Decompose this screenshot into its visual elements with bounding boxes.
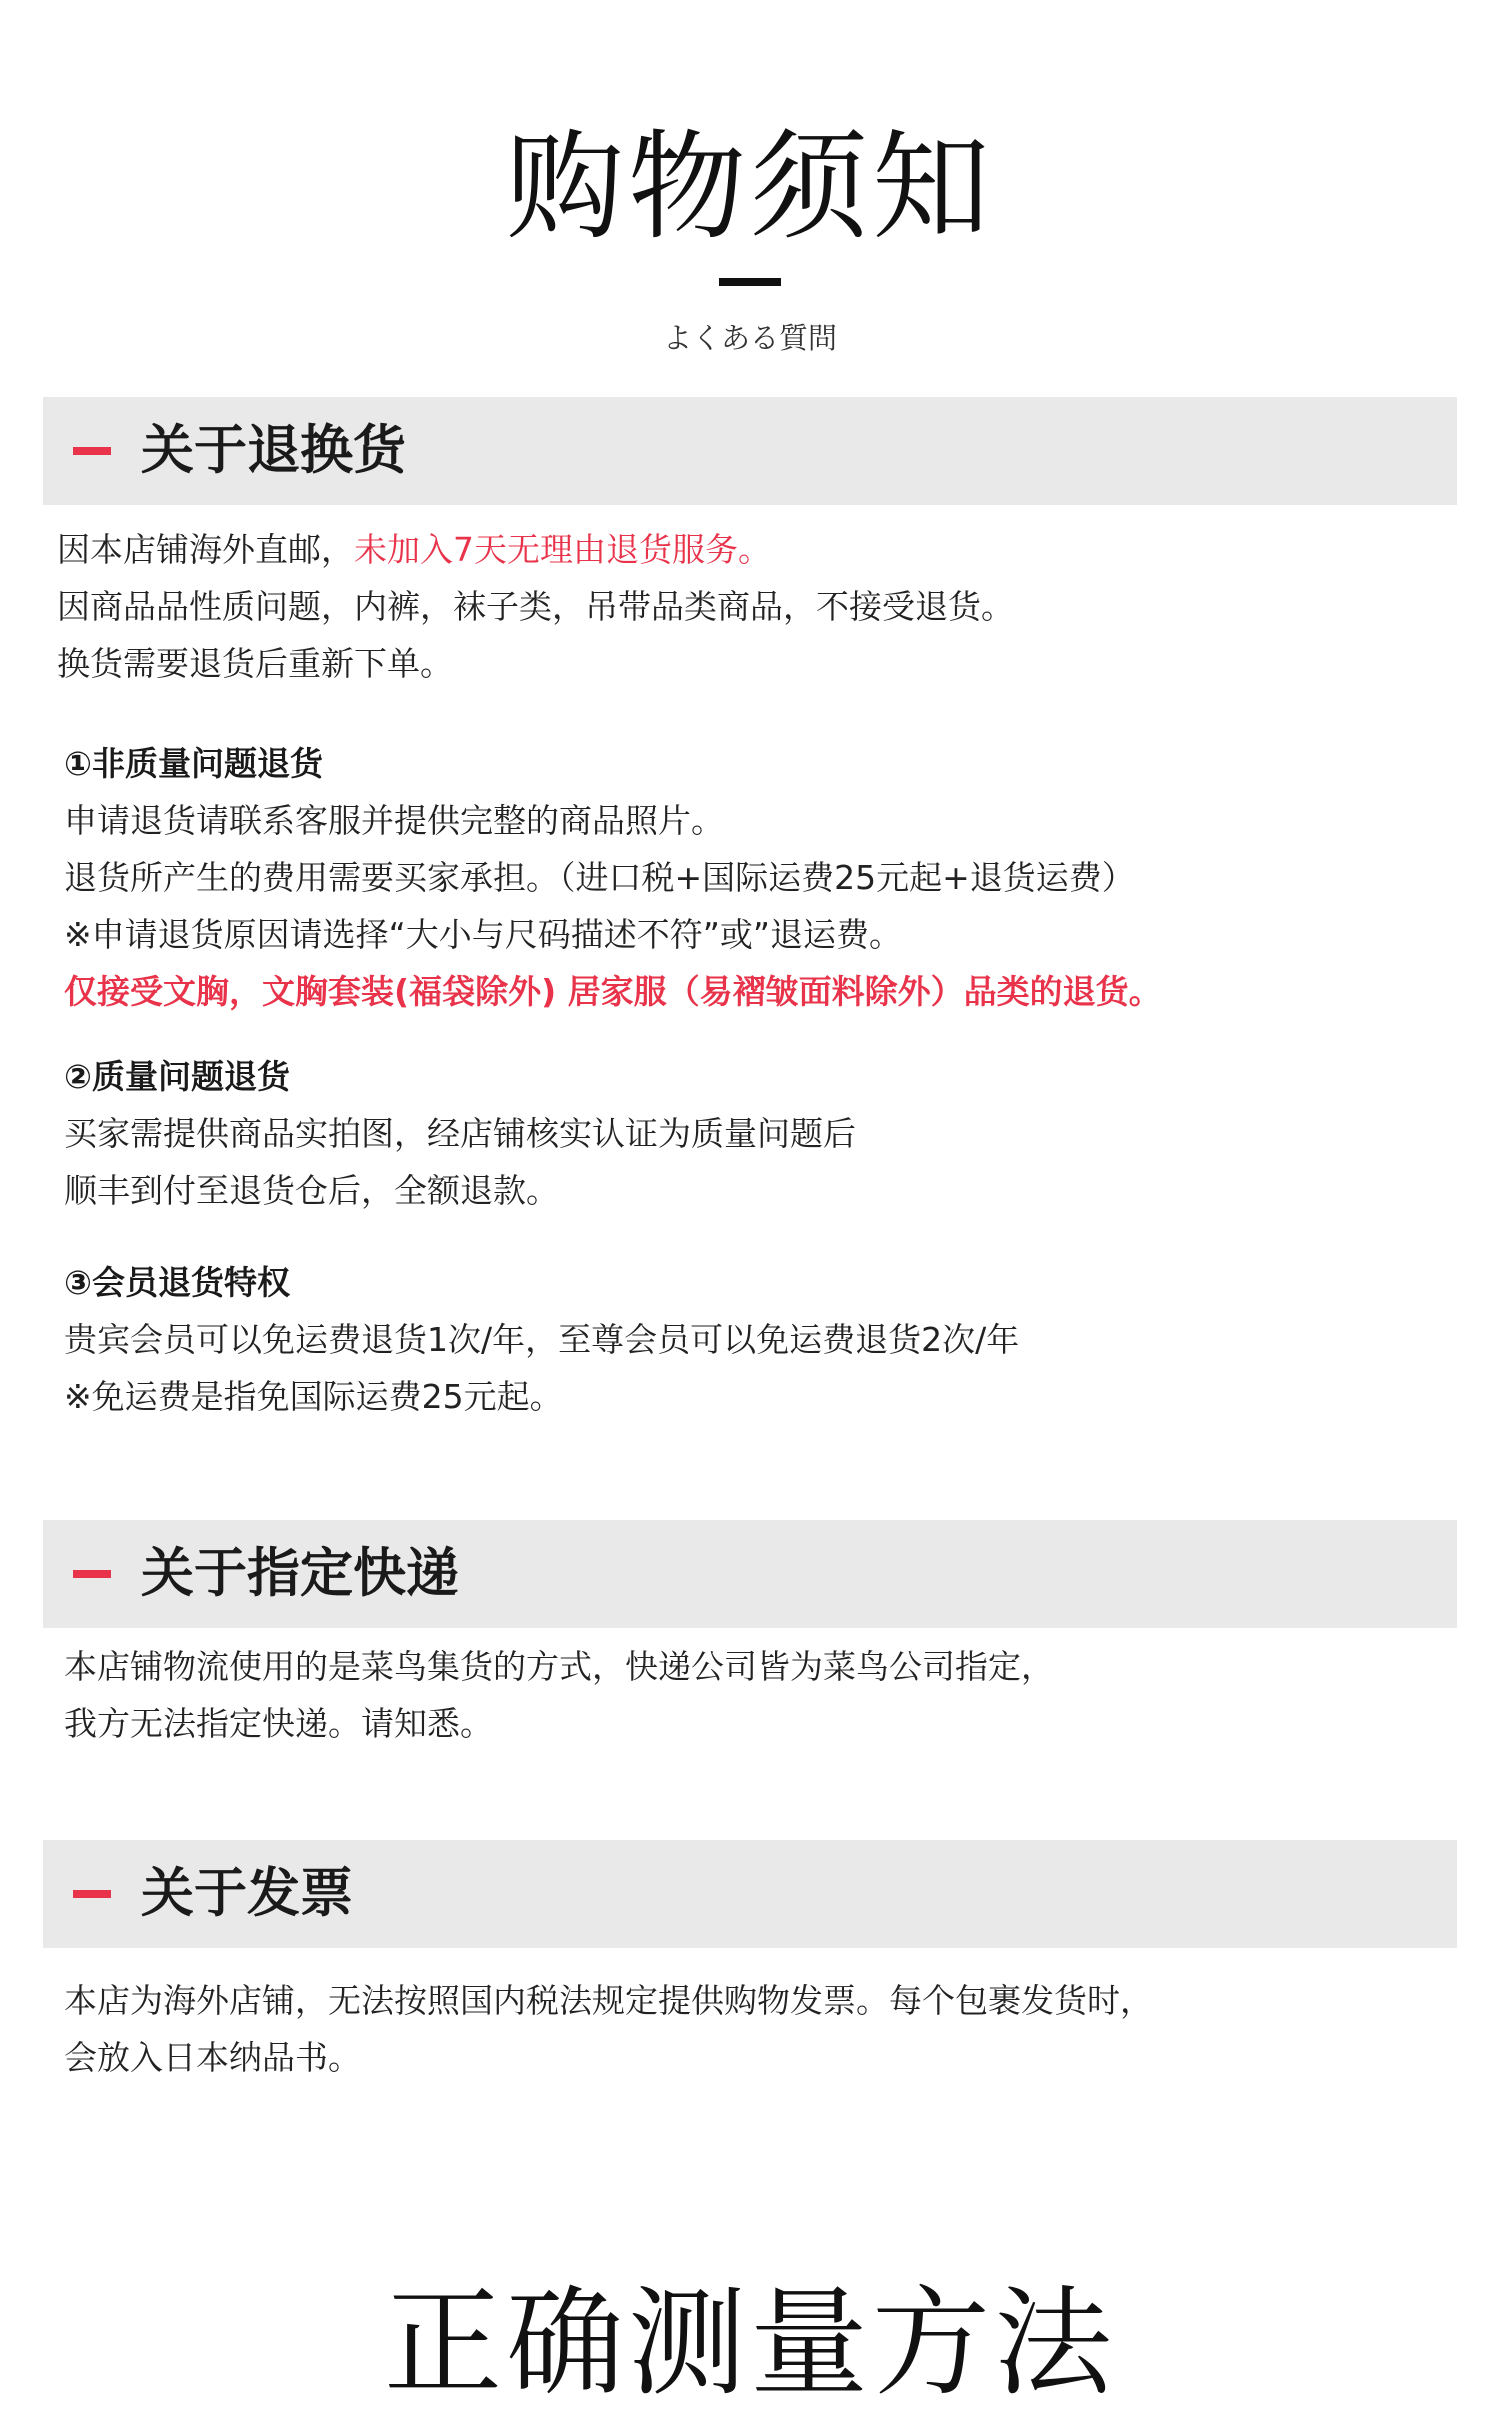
non-quality-return-line-1: 申请退货请联系客服并提供完整的商品照片。: [64, 801, 724, 840]
member-return-block: [64, 1254, 1464, 1425]
non-quality-return-notice: 仅接受文胸，文胸套装(福袋除外) 居家服（易褶皱面料除外）品类的退货。: [64, 972, 1162, 1011]
courier-line-2: 我方无法指定快递。请知悉。: [64, 1704, 493, 1743]
section-title-courier: 关于指定快递: [141, 1543, 459, 1604]
invoice-text: [64, 1972, 1464, 2086]
non-quality-return-heading: ①非质量问题退货: [64, 744, 323, 783]
member-return-line-2: ※免运费是指免国际运费25元起。: [64, 1377, 563, 1416]
non-quality-return-block: [64, 735, 1464, 1020]
page-subtitle: よくある質問: [662, 321, 837, 355]
intro-line-1-highlight: 未加入7天无理由退货服务。: [354, 530, 771, 569]
page-title: 购物须知: [505, 118, 994, 256]
quality-return-block: [64, 1048, 1464, 1219]
next-section-title: 正确测量方法: [383, 2274, 1116, 2412]
intro-line-1: [57, 521, 1457, 578]
title-divider: [719, 278, 781, 286]
intro-line-3: 换货需要退货后重新下单。: [57, 644, 453, 683]
invoice-line-1: 本店为海外店铺，无法按照国内税法规定提供购物发票。每个包裹发货时，: [64, 1981, 1153, 2020]
courier-line-1: 本店铺物流使用的是菜鸟集货的方式，快递公司皆为菜鸟公司指定，: [64, 1647, 1054, 1686]
section-title-returns: 关于退换货: [141, 420, 406, 481]
section-header-invoice: [43, 1840, 1457, 1948]
red-dash-icon: [73, 447, 111, 455]
non-quality-return-line-2: 退货所产生的费用需要买家承担。（进口税+国际运费25元起+退货运费）: [64, 858, 1135, 897]
quality-return-line-2: 顺丰到付至退货仓后，全额退款。: [64, 1171, 559, 1210]
red-dash-icon: [73, 1890, 111, 1898]
section-title-invoice: 关于发票: [141, 1863, 353, 1924]
member-return-line-1: 贵宾会员可以免运费退货1次/年，至尊会员可以免运费退货2次/年: [64, 1320, 1020, 1359]
courier-text: [64, 1638, 1464, 1752]
quality-return-line-1: 买家需提供商品实拍图，经店铺核实认证为质量问题后: [64, 1114, 856, 1153]
non-quality-return-line-3: ※申请退货原因请选择“大小与尺码描述不符”或”退运费。: [64, 915, 902, 954]
section-header-returns: [43, 397, 1457, 505]
intro-line-2: 因商品品性质问题，内裤，袜子类，吊带品类商品，不接受退货。: [57, 587, 1014, 626]
returns-intro: [57, 521, 1457, 692]
intro-line-1-text: 因本店铺海外直邮，: [57, 530, 354, 569]
section-header-courier: [43, 1520, 1457, 1628]
invoice-line-2: 会放入日本纳品书。: [64, 2038, 361, 2077]
member-return-heading: ③会员退货特权: [64, 1263, 290, 1302]
quality-return-heading: ②质量问题退货: [64, 1057, 290, 1096]
red-dash-icon: [73, 1570, 111, 1578]
